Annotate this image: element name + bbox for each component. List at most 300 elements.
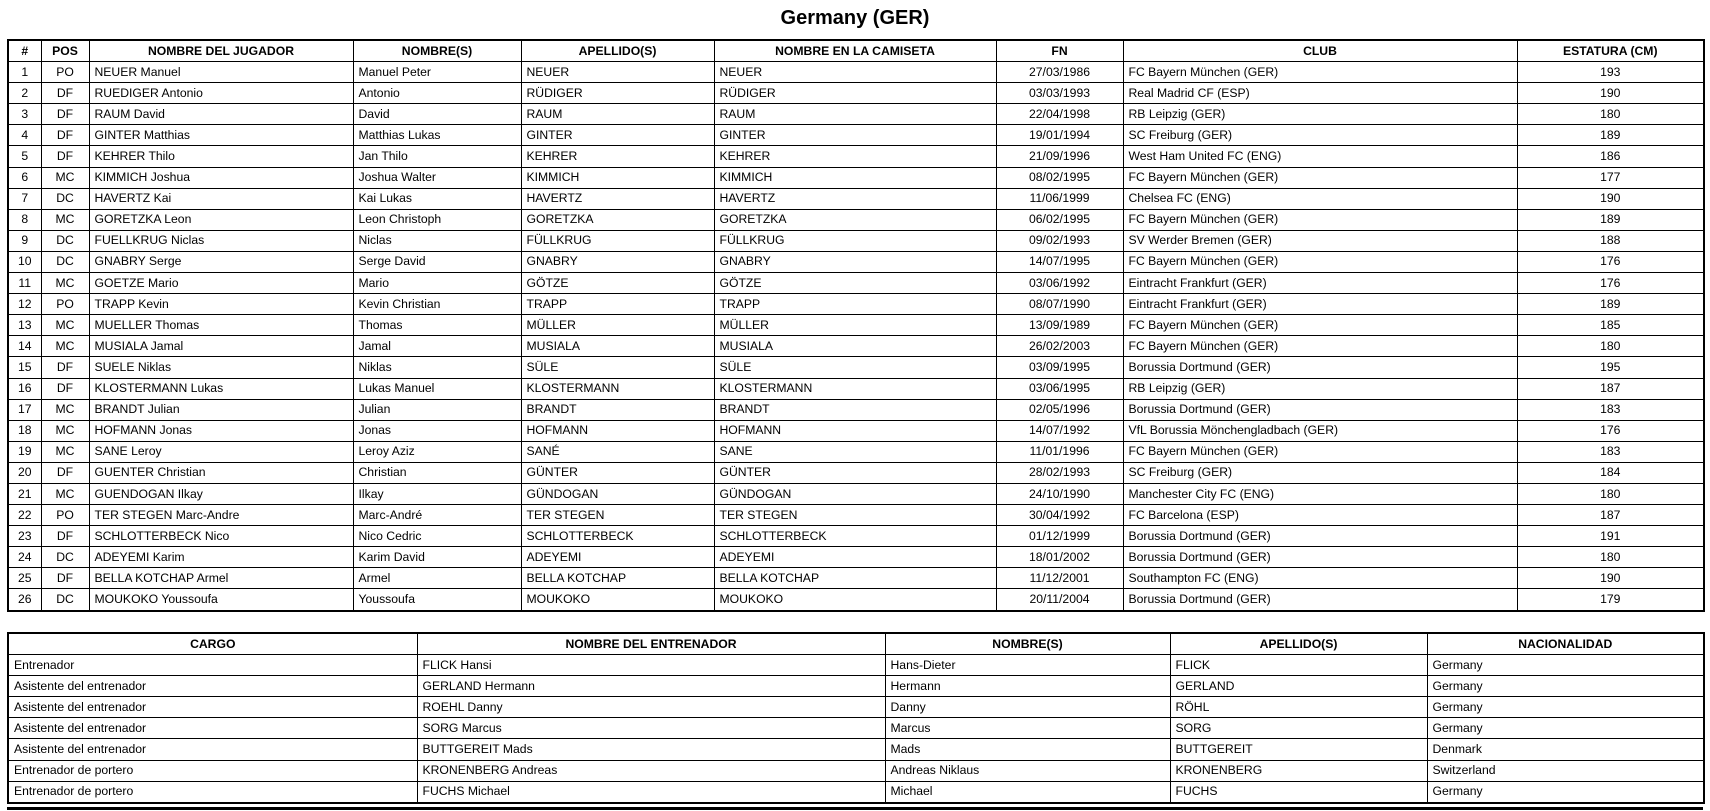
player-cell: Borussia Dortmund (GER) — [1123, 589, 1517, 611]
player-cell: SUELE Niklas — [89, 357, 353, 378]
player-cell: 183 — [1517, 399, 1704, 420]
player-cell: 17 — [8, 399, 41, 420]
staff-cell: Denmark — [1427, 739, 1704, 760]
staff-cell: GERLAND Hermann — [417, 676, 885, 697]
players-column-header: NOMBRE DEL JUGADOR — [89, 40, 353, 62]
player-cell: MC — [41, 336, 89, 357]
staff-cell: Asistente del entrenador — [8, 697, 417, 718]
player-cell: 25 — [8, 568, 41, 589]
player-cell: Nico Cedric — [353, 526, 521, 547]
player-cell: 23 — [8, 526, 41, 547]
staff-cell: Mads — [885, 739, 1170, 760]
player-cell: GUENDOGAN Ilkay — [89, 483, 353, 504]
staff-cell: ROEHL Danny — [417, 697, 885, 718]
player-cell: GORETZKA Leon — [89, 209, 353, 230]
player-cell: GINTER — [521, 125, 714, 146]
player-cell: 21 — [8, 483, 41, 504]
player-cell: 1 — [8, 62, 41, 83]
player-row — [8, 294, 1704, 315]
player-cell: DF — [41, 83, 89, 104]
player-cell: RÜDIGER — [521, 83, 714, 104]
player-cell: Jan Thilo — [353, 146, 521, 167]
staff-cell: Germany — [1427, 697, 1704, 718]
player-cell: MC — [41, 420, 89, 441]
player-cell: 11/06/1999 — [996, 188, 1123, 209]
player-cell: 14/07/1992 — [996, 420, 1123, 441]
staff-table — [7, 632, 1705, 804]
player-cell: BRANDT Julian — [89, 399, 353, 420]
player-cell: 03/09/1995 — [996, 357, 1123, 378]
player-cell: 188 — [1517, 230, 1704, 251]
player-cell: 186 — [1517, 146, 1704, 167]
player-cell: Niclas — [353, 230, 521, 251]
staff-column-header: NACIONALIDAD — [1427, 633, 1704, 655]
player-row — [8, 441, 1704, 462]
player-row — [8, 505, 1704, 526]
player-cell: GNABRY — [714, 251, 996, 272]
player-cell: MC — [41, 209, 89, 230]
player-cell: FÜLLKRUG — [521, 230, 714, 251]
player-cell: West Ham United FC (ENG) — [1123, 146, 1517, 167]
player-cell: Chelsea FC (ENG) — [1123, 188, 1517, 209]
player-cell: GÜNTER — [521, 462, 714, 483]
player-cell: 06/02/1995 — [996, 209, 1123, 230]
player-cell: DF — [41, 568, 89, 589]
player-cell: MC — [41, 483, 89, 504]
player-cell: HAVERTZ — [521, 188, 714, 209]
player-cell: KIMMICH — [521, 167, 714, 188]
player-cell: 24/10/1990 — [996, 483, 1123, 504]
player-cell: 184 — [1517, 462, 1704, 483]
player-cell: FC Bayern München (GER) — [1123, 209, 1517, 230]
player-cell: NEUER — [521, 62, 714, 83]
staff-cell: KRONENBERG — [1170, 760, 1427, 781]
player-cell: GÜNDOGAN — [521, 483, 714, 504]
player-cell: 4 — [8, 125, 41, 146]
player-cell: 180 — [1517, 547, 1704, 568]
player-cell: Antonio — [353, 83, 521, 104]
player-cell: BRANDT — [521, 399, 714, 420]
player-cell: 09/02/1993 — [996, 230, 1123, 251]
player-cell: Mario — [353, 273, 521, 294]
staff-cell: Danny — [885, 697, 1170, 718]
player-cell: DC — [41, 589, 89, 611]
staff-cell: GERLAND — [1170, 676, 1427, 697]
player-row — [8, 420, 1704, 441]
player-cell: BELLA KOTCHAP — [714, 568, 996, 589]
player-cell: Kevin Christian — [353, 294, 521, 315]
player-row — [8, 230, 1704, 251]
player-cell: 190 — [1517, 188, 1704, 209]
player-cell: MOUKOKO Youssoufa — [89, 589, 353, 611]
player-row — [8, 83, 1704, 104]
player-cell: 16 — [8, 378, 41, 399]
player-cell: Serge David — [353, 251, 521, 272]
staff-cell: SORG Marcus — [417, 718, 885, 739]
player-cell: FC Bayern München (GER) — [1123, 251, 1517, 272]
player-cell: Southampton FC (ENG) — [1123, 568, 1517, 589]
player-cell: RUEDIGER Antonio — [89, 83, 353, 104]
player-cell: HOFMANN Jonas — [89, 420, 353, 441]
player-cell: Joshua Walter — [353, 167, 521, 188]
player-cell: 189 — [1517, 294, 1704, 315]
player-row — [8, 125, 1704, 146]
players-column-header: # — [8, 40, 41, 62]
player-cell: HAVERTZ Kai — [89, 188, 353, 209]
player-cell: DF — [41, 104, 89, 125]
player-cell: SÜLE — [521, 357, 714, 378]
player-cell: 01/12/1999 — [996, 526, 1123, 547]
player-cell: DC — [41, 251, 89, 272]
player-cell: GNABRY — [521, 251, 714, 272]
player-cell: FUELLKRUG Niclas — [89, 230, 353, 251]
player-cell: GINTER — [714, 125, 996, 146]
player-cell: Jamal — [353, 336, 521, 357]
player-cell: TRAPP — [714, 294, 996, 315]
player-cell: GINTER Matthias — [89, 125, 353, 146]
player-cell: SCHLOTTERBECK — [521, 526, 714, 547]
player-cell: Manchester City FC (ENG) — [1123, 483, 1517, 504]
player-cell: 18 — [8, 420, 41, 441]
player-cell: RB Leipzig (GER) — [1123, 104, 1517, 125]
player-cell: VfL Borussia Mönchengladbach (GER) — [1123, 420, 1517, 441]
player-cell: HOFMANN — [521, 420, 714, 441]
player-row — [8, 547, 1704, 568]
staff-column-header: APELLIDO(S) — [1170, 633, 1427, 655]
player-cell: Christian — [353, 462, 521, 483]
player-cell: 189 — [1517, 125, 1704, 146]
player-cell: 9 — [8, 230, 41, 251]
staff-row — [8, 739, 1704, 760]
player-cell: Eintracht Frankfurt (GER) — [1123, 273, 1517, 294]
player-cell: PO — [41, 294, 89, 315]
player-cell: 30/04/1992 — [996, 505, 1123, 526]
player-cell: Karim David — [353, 547, 521, 568]
player-cell: FC Bayern München (GER) — [1123, 167, 1517, 188]
player-cell: 180 — [1517, 483, 1704, 504]
staff-cell: Marcus — [885, 718, 1170, 739]
player-cell: FC Bayern München (GER) — [1123, 336, 1517, 357]
player-cell: 22 — [8, 505, 41, 526]
player-cell: FÜLLKRUG — [714, 230, 996, 251]
player-cell: SCHLOTTERBECK — [714, 526, 996, 547]
player-cell: DC — [41, 230, 89, 251]
player-cell: PO — [41, 62, 89, 83]
player-cell: SC Freiburg (GER) — [1123, 125, 1517, 146]
player-cell: GÖTZE — [521, 273, 714, 294]
player-cell: Leroy Aziz — [353, 441, 521, 462]
player-cell: ADEYEMI — [714, 547, 996, 568]
player-cell: DF — [41, 526, 89, 547]
player-cell: 176 — [1517, 251, 1704, 272]
staff-cell: FUCHS Michael — [417, 781, 885, 803]
player-cell: Kai Lukas — [353, 188, 521, 209]
player-cell: DF — [41, 146, 89, 167]
player-row — [8, 104, 1704, 125]
player-cell: SANE Leroy — [89, 441, 353, 462]
player-cell: GNABRY Serge — [89, 251, 353, 272]
player-cell: 19 — [8, 441, 41, 462]
players-column-header: NOMBRE EN LA CAMISETA — [714, 40, 996, 62]
player-cell: GÖTZE — [714, 273, 996, 294]
player-cell: Youssoufa — [353, 589, 521, 611]
player-cell: GÜNTER — [714, 462, 996, 483]
staff-cell: Entrenador — [8, 655, 417, 676]
player-row — [8, 251, 1704, 272]
player-cell: SÜLE — [714, 357, 996, 378]
player-cell: HAVERTZ — [714, 188, 996, 209]
player-cell: MC — [41, 441, 89, 462]
player-cell: Lukas Manuel — [353, 378, 521, 399]
player-cell: Armel — [353, 568, 521, 589]
staff-cell: Asistente del entrenador — [8, 739, 417, 760]
player-cell: GÜNDOGAN — [714, 483, 996, 504]
player-cell: FC Barcelona (ESP) — [1123, 505, 1517, 526]
player-cell: DF — [41, 357, 89, 378]
player-cell: DC — [41, 547, 89, 568]
player-row — [8, 273, 1704, 294]
player-cell: 14 — [8, 336, 41, 357]
player-cell: KIMMICH — [714, 167, 996, 188]
player-cell: David — [353, 104, 521, 125]
staff-row — [8, 676, 1704, 697]
player-row — [8, 378, 1704, 399]
player-cell: KIMMICH Joshua — [89, 167, 353, 188]
player-cell: KEHRER Thilo — [89, 146, 353, 167]
player-cell: 11/12/2001 — [996, 568, 1123, 589]
player-cell: SV Werder Bremen (GER) — [1123, 230, 1517, 251]
player-cell: Marc-André — [353, 505, 521, 526]
player-cell: Jonas — [353, 420, 521, 441]
players-column-header: ESTATURA (CM) — [1517, 40, 1704, 62]
player-cell: FC Bayern München (GER) — [1123, 315, 1517, 336]
player-cell: NEUER Manuel — [89, 62, 353, 83]
player-cell: 187 — [1517, 505, 1704, 526]
staff-column-header: NOMBRE(S) — [885, 633, 1170, 655]
staff-row — [8, 718, 1704, 739]
player-cell: SC Freiburg (GER) — [1123, 462, 1517, 483]
player-cell: KLOSTERMANN — [521, 378, 714, 399]
player-cell: 15 — [8, 357, 41, 378]
player-cell: 13 — [8, 315, 41, 336]
player-cell: KEHRER — [521, 146, 714, 167]
player-cell: TRAPP — [521, 294, 714, 315]
player-cell: MOUKOKO — [521, 589, 714, 611]
staff-cell: Germany — [1427, 781, 1704, 803]
player-cell: Real Madrid CF (ESP) — [1123, 83, 1517, 104]
staff-row — [8, 697, 1704, 718]
players-column-header: NOMBRE(S) — [353, 40, 521, 62]
player-cell: FC Bayern München (GER) — [1123, 62, 1517, 83]
staff-header-row — [8, 633, 1704, 655]
staff-cell: KRONENBERG Andreas — [417, 760, 885, 781]
player-cell: 28/02/1993 — [996, 462, 1123, 483]
player-cell: MOUKOKO — [714, 589, 996, 611]
player-cell: Thomas — [353, 315, 521, 336]
player-cell: KLOSTERMANN — [714, 378, 996, 399]
player-cell: 21/09/1996 — [996, 146, 1123, 167]
player-cell: 6 — [8, 167, 41, 188]
player-cell: 2 — [8, 83, 41, 104]
players-header-row — [8, 40, 1704, 62]
player-cell: PO — [41, 505, 89, 526]
player-cell: TER STEGEN — [714, 505, 996, 526]
player-cell: RAUM — [521, 104, 714, 125]
player-cell: 22/04/1998 — [996, 104, 1123, 125]
player-cell: MUSIALA Jamal — [89, 336, 353, 357]
player-cell: 195 — [1517, 357, 1704, 378]
staff-row — [8, 655, 1704, 676]
player-cell: GORETZKA — [521, 209, 714, 230]
player-row — [8, 315, 1704, 336]
player-cell: RB Leipzig (GER) — [1123, 378, 1517, 399]
player-cell: 3 — [8, 104, 41, 125]
player-row — [8, 188, 1704, 209]
player-cell: TER STEGEN Marc-Andre — [89, 505, 353, 526]
staff-cell: Hans-Dieter — [885, 655, 1170, 676]
player-cell: RAUM — [714, 104, 996, 125]
player-cell: 177 — [1517, 167, 1704, 188]
players-column-header: APELLIDO(S) — [521, 40, 714, 62]
player-cell: MÜLLER — [521, 315, 714, 336]
player-cell: Leon Christoph — [353, 209, 521, 230]
player-row — [8, 589, 1704, 611]
player-cell: Matthias Lukas — [353, 125, 521, 146]
player-cell: MC — [41, 273, 89, 294]
player-cell: 11/01/1996 — [996, 441, 1123, 462]
player-row — [8, 526, 1704, 547]
staff-row — [8, 760, 1704, 781]
player-row — [8, 399, 1704, 420]
player-cell: 08/07/1990 — [996, 294, 1123, 315]
player-cell: Julian — [353, 399, 521, 420]
player-cell: Niklas — [353, 357, 521, 378]
player-cell: ADEYEMI — [521, 547, 714, 568]
player-cell: 03/03/1993 — [996, 83, 1123, 104]
staff-cell: FUCHS — [1170, 781, 1427, 803]
staff-cell: Entrenador de portero — [8, 781, 417, 803]
staff-cell: Asistente del entrenador — [8, 718, 417, 739]
players-column-header: CLUB — [1123, 40, 1517, 62]
player-cell: 190 — [1517, 83, 1704, 104]
player-cell: GORETZKA — [714, 209, 996, 230]
player-cell: DF — [41, 378, 89, 399]
player-cell: 8 — [8, 209, 41, 230]
player-cell: MUELLER Thomas — [89, 315, 353, 336]
player-cell: 193 — [1517, 62, 1704, 83]
staff-cell: BUTTGEREIT — [1170, 739, 1427, 760]
player-cell: Borussia Dortmund (GER) — [1123, 357, 1517, 378]
players-table — [7, 39, 1705, 612]
player-cell: Ilkay — [353, 483, 521, 504]
player-cell: 14/07/1995 — [996, 251, 1123, 272]
player-cell: 10 — [8, 251, 41, 272]
player-cell: 5 — [8, 146, 41, 167]
player-cell: 24 — [8, 547, 41, 568]
player-row — [8, 336, 1704, 357]
player-cell: MUSIALA — [521, 336, 714, 357]
player-row — [8, 462, 1704, 483]
player-cell: 183 — [1517, 441, 1704, 462]
player-cell: TER STEGEN — [521, 505, 714, 526]
player-cell: SANÉ — [521, 441, 714, 462]
staff-cell: Entrenador de portero — [8, 760, 417, 781]
player-cell: BELLA KOTCHAP Armel — [89, 568, 353, 589]
player-cell: ADEYEMI Karim — [89, 547, 353, 568]
player-cell: 03/06/1995 — [996, 378, 1123, 399]
player-cell: BRANDT — [714, 399, 996, 420]
player-cell: 13/09/1989 — [996, 315, 1123, 336]
staff-cell: FLICK — [1170, 655, 1427, 676]
staff-cell: SORG — [1170, 718, 1427, 739]
player-cell: 176 — [1517, 273, 1704, 294]
player-cell: 08/02/1995 — [996, 167, 1123, 188]
bottom-divider — [7, 807, 1703, 810]
player-cell: 20 — [8, 462, 41, 483]
player-row — [8, 62, 1704, 83]
player-cell: 19/01/1994 — [996, 125, 1123, 146]
player-cell: Borussia Dortmund (GER) — [1123, 526, 1517, 547]
player-cell: KEHRER — [714, 146, 996, 167]
player-cell: 191 — [1517, 526, 1704, 547]
player-cell: SANE — [714, 441, 996, 462]
staff-row — [8, 781, 1704, 803]
staff-cell: Michael — [885, 781, 1170, 803]
player-cell: Borussia Dortmund (GER) — [1123, 547, 1517, 568]
player-cell: MC — [41, 167, 89, 188]
players-column-header: FN — [996, 40, 1123, 62]
player-cell: 180 — [1517, 104, 1704, 125]
player-cell: GOETZE Mario — [89, 273, 353, 294]
player-cell: DC — [41, 188, 89, 209]
player-cell: 02/05/1996 — [996, 399, 1123, 420]
staff-cell: Asistente del entrenador — [8, 676, 417, 697]
players-column-header: POS — [41, 40, 89, 62]
staff-cell: Germany — [1427, 676, 1704, 697]
staff-cell: Andreas Niklaus — [885, 760, 1170, 781]
player-row — [8, 483, 1704, 504]
player-cell: 18/01/2002 — [996, 547, 1123, 568]
player-cell: 26/02/2003 — [996, 336, 1123, 357]
player-row — [8, 568, 1704, 589]
staff-cell: Germany — [1427, 655, 1704, 676]
player-cell: HOFMANN — [714, 420, 996, 441]
player-cell: 176 — [1517, 420, 1704, 441]
player-row — [8, 357, 1704, 378]
player-cell: MUSIALA — [714, 336, 996, 357]
staff-column-header: NOMBRE DEL ENTRENADOR — [417, 633, 885, 655]
staff-cell: BUTTGEREIT Mads — [417, 739, 885, 760]
player-cell: DF — [41, 462, 89, 483]
staff-cell: Germany — [1427, 718, 1704, 739]
player-cell: 26 — [8, 589, 41, 611]
player-cell: 20/11/2004 — [996, 589, 1123, 611]
player-cell: GUENTER Christian — [89, 462, 353, 483]
player-cell: KLOSTERMANN Lukas — [89, 378, 353, 399]
player-cell: 187 — [1517, 378, 1704, 399]
player-cell: MC — [41, 315, 89, 336]
player-row — [8, 209, 1704, 230]
player-cell: Manuel Peter — [353, 62, 521, 83]
player-cell: BELLA KOTCHAP — [521, 568, 714, 589]
player-cell: 180 — [1517, 336, 1704, 357]
player-cell: MÜLLER — [714, 315, 996, 336]
staff-cell: FLICK Hansi — [417, 655, 885, 676]
player-cell: 185 — [1517, 315, 1704, 336]
player-cell: 189 — [1517, 209, 1704, 230]
staff-cell: RÖHL — [1170, 697, 1427, 718]
player-row — [8, 146, 1704, 167]
